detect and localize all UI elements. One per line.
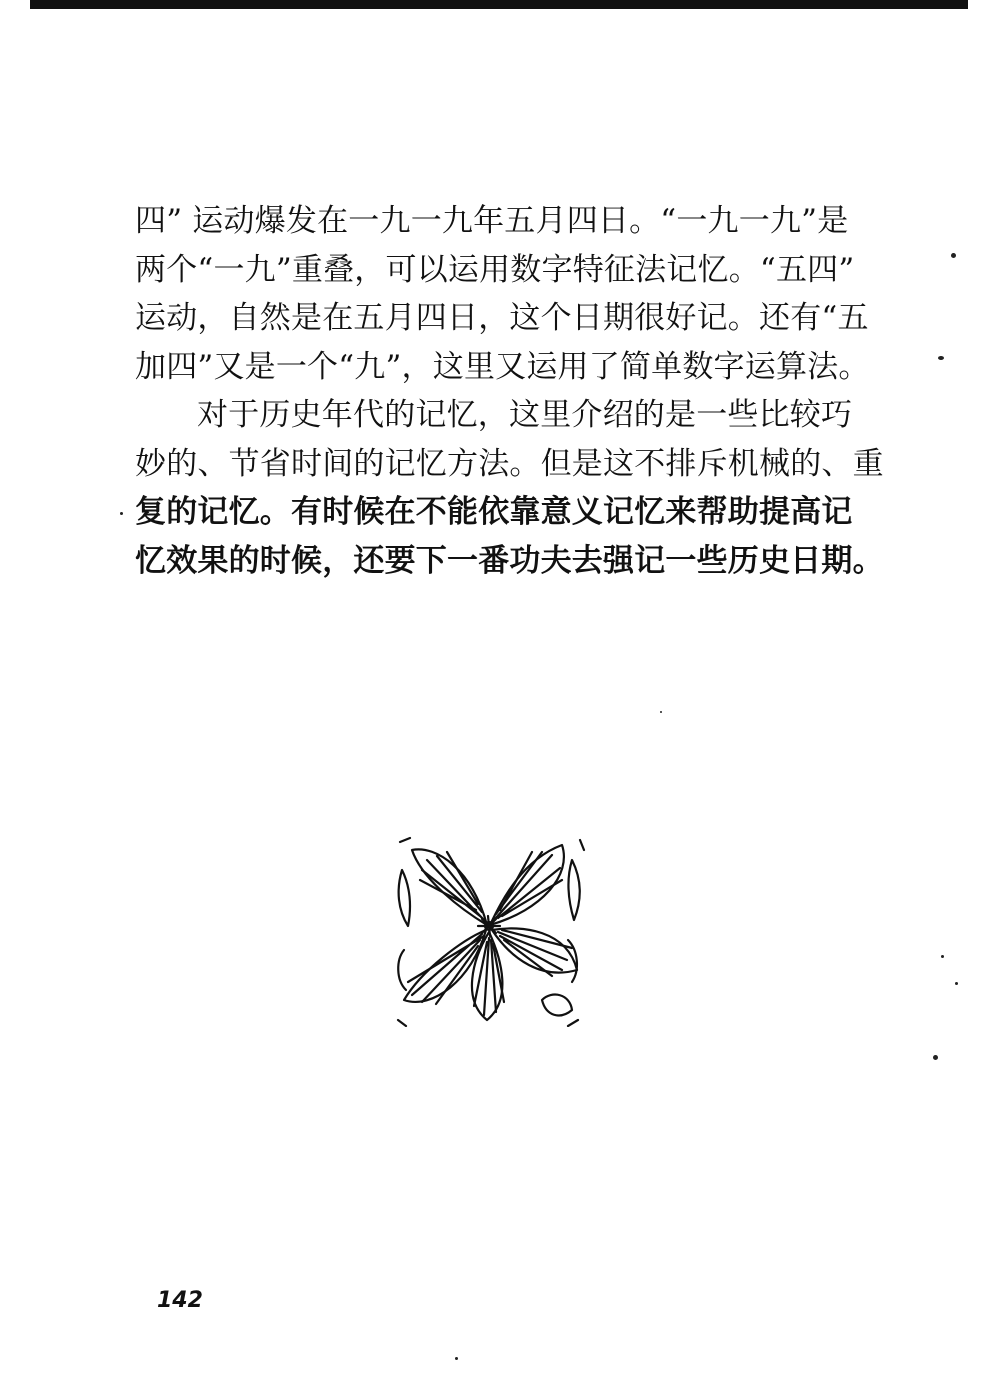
text-line: 两个“一九”重叠，可以运用数字特征法记忆。“五四”: [135, 251, 855, 288]
scan-speck: [951, 253, 956, 258]
text-line: 运动，自然是在五月四日，这个日期很好记。还有“五: [135, 300, 869, 336]
body-text: [135, 197, 884, 585]
text-line: 忆效果的时候，还要下一番功夫去强记一些历史日期。: [135, 542, 884, 579]
scan-speck: [938, 356, 944, 360]
text-line: 妙的、节省时间的记忆方法。但是这不排斥机械的、重: [135, 445, 884, 482]
scan-speck: [455, 1357, 458, 1360]
text-line: 复的记忆。有时候在不能依靠意义记忆来帮助提高记: [135, 494, 853, 530]
text-line: 对于历史年代的记忆，这里介绍的是一些比较巧: [197, 397, 853, 433]
scan-speck: [660, 711, 662, 713]
scan-speck: [941, 955, 944, 958]
scan-speck: [955, 982, 958, 985]
flower-ornament-icon: [392, 830, 587, 1027]
scan-speck: [120, 512, 123, 515]
page-number: 142: [157, 1288, 203, 1313]
top-rule: [30, 0, 968, 9]
text-line: 加四”又是一个“九”，这里又运用了简单数字运算法。: [135, 348, 870, 385]
scan-speck: [933, 1055, 938, 1060]
text-line: 四” 运动爆发在一九一九年五月四日。“一九一九”是: [135, 203, 849, 239]
